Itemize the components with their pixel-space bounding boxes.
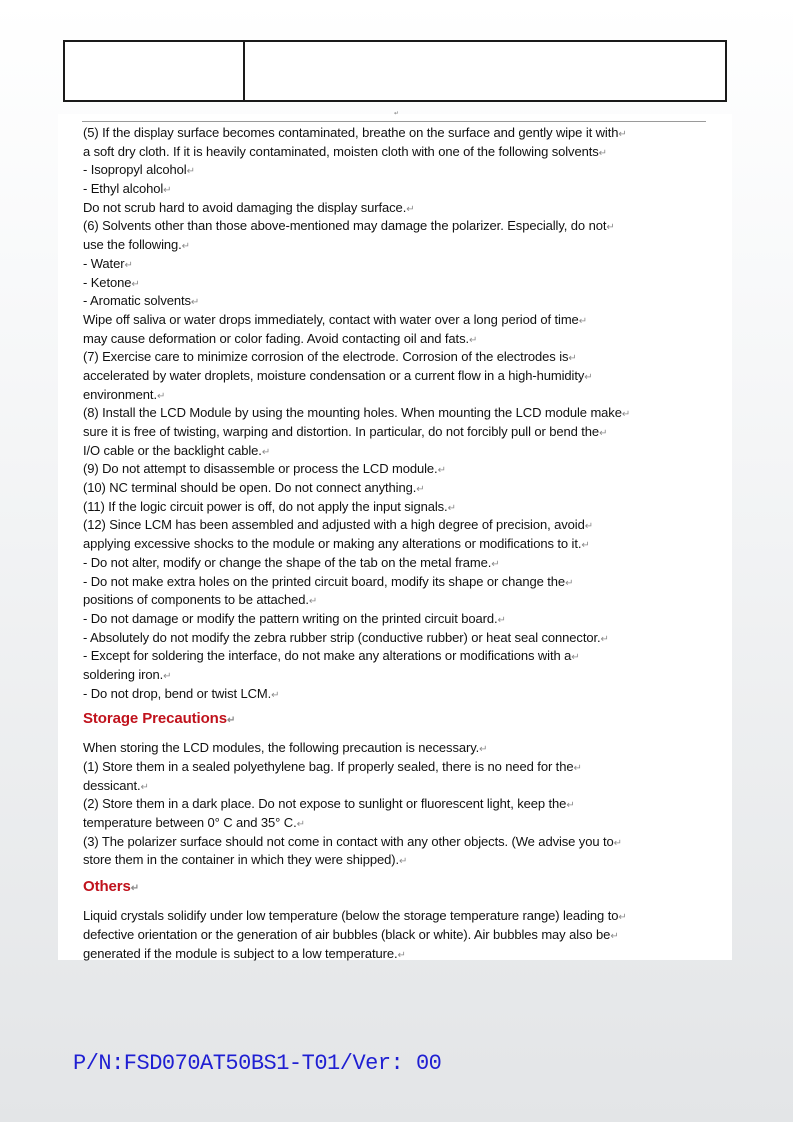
paragraph-mark-icon: ↵	[565, 577, 574, 589]
paragraph-mark-icon: ↵	[186, 166, 195, 178]
paragraph-mark-icon: ↵	[398, 856, 408, 868]
paragraph-mark-icon: ↵	[613, 837, 622, 849]
paragraph-mark-icon: ↵	[131, 278, 140, 290]
text-line: (12) Since LCM has been assembled and adjusted with a high degree of precision, avoid↵	[83, 517, 593, 533]
text-line: - Do not damage or modify the pattern writing on the printed circuit board.↵	[83, 610, 506, 626]
paragraph-mark-icon: ↵	[571, 652, 580, 664]
part-number-footer: P/N:FSD070AT50BS1-T01/Ver: 00	[73, 1051, 442, 1076]
text-line: - Ketone↵	[83, 274, 140, 290]
text-line: - Do not drop, bend or twist LCM.↵	[83, 685, 280, 701]
paragraph-mark-icon: ↵	[124, 259, 133, 271]
text-line: (7) Exercise care to minimize corrosion of the electrode. Corrosion of the electrodes is↵	[83, 349, 577, 365]
text-line: - Except for soldering the interface, do not make any alterations or modifications with a↵	[83, 648, 580, 664]
text-line: (8) Install the LCD Module by using the mounting holes. When mounting the LCD module make↵	[83, 405, 631, 421]
paragraph-mark-icon: ↵	[573, 763, 582, 774]
paragraph-mark-icon: ↵	[416, 484, 425, 496]
paragraph-mark-icon: ↵	[397, 949, 406, 961]
text-line: soldering iron.↵	[83, 666, 172, 682]
paragraph-mark-icon: ↵	[618, 129, 627, 140]
text-line: (6) Solvents other than those above-mentioned may damage the polarizer. Especially, do not↵	[83, 218, 615, 234]
text-line: temperature between 0° C and 35° C.↵	[83, 815, 305, 831]
paragraph-mark-icon: ↵	[156, 390, 166, 402]
paragraph-mark-icon: ↵	[447, 502, 456, 514]
paragraph-mark-icon: ↵	[491, 558, 500, 570]
storage-precautions-heading: Storage Precautions↵	[83, 710, 236, 728]
text-line: Do not scrub hard to avoid damaging the display surface.↵	[83, 199, 415, 215]
paragraph-mark-icon: ↵	[599, 428, 608, 439]
paragraph-mark-icon: ↵	[497, 614, 506, 626]
text-line: defective orientation or the generation of air bubbles (black or white). Air bubbles may also be↵	[83, 926, 619, 942]
text-line: - Absolutely do not modify the zebra rubber strip (conductive rubber) or heat seal connector.↵	[83, 629, 609, 645]
paragraph-mark-icon: ↵	[261, 446, 271, 458]
text-line: (5) If the display surface becomes contaminated, breathe on the surface and gently wipe it with↵	[83, 125, 627, 140]
paragraph-mark-icon: ↵	[566, 800, 575, 812]
paragraph-mark-icon: ↵	[296, 819, 305, 831]
text-line: applying excessive shocks to the module or making any alterations or modifications to it.↵	[83, 536, 590, 552]
paragraph-mark-icon: ↵	[468, 334, 478, 346]
text-line: Liquid crystals solidify under low temperature (below the storage temperature range) leading to↵	[83, 908, 627, 924]
text-line: positions of components to be attached.↵	[83, 592, 318, 608]
text-line: sure it is free of twisting, warping and distortion. In particular, do not forcibly pull or bend the↵	[83, 424, 608, 439]
paragraph-mark-icon: ↵	[618, 912, 627, 924]
text-line: accelerated by water droplets, moisture condensation or a current flow in a high-humidity↵	[83, 367, 593, 383]
header-title-cell	[245, 42, 725, 100]
paragraph-mark-icon: ↵	[308, 596, 318, 608]
paragraph-mark-icon: ↵	[163, 670, 172, 682]
paragraph-mark-icon: ↵	[584, 371, 593, 383]
paragraph-mark-icon: ↵	[226, 715, 236, 727]
paragraph-mark-icon: ↵	[568, 353, 577, 365]
text-line: - Do not make extra holes on the printed circuit board, modify its shape or change the↵	[83, 573, 574, 589]
text-line: use the following.↵	[83, 237, 190, 253]
storage-precautions-list	[83, 739, 723, 870]
text-line: (3) The polarizer surface should not come in contact with any other objects. (We advise you to↵	[83, 833, 622, 849]
text-line: environment.↵	[83, 386, 166, 402]
header-logo-cell	[65, 42, 245, 100]
paragraph-mark-icon: ↵	[606, 222, 615, 234]
text-line: (10) NC terminal should be open. Do not connect anything.↵	[83, 480, 425, 496]
paragraph-mark-icon: ↵	[621, 409, 631, 421]
paragraph-mark-icon: ↵	[163, 185, 172, 197]
paragraph-mark-icon: ↵	[437, 465, 446, 477]
others-list	[83, 907, 723, 963]
others-heading: Others↵	[83, 878, 140, 896]
paragraph-mark-icon: ↵	[598, 147, 607, 159]
text-line: - Do not alter, modify or change the shape of the tab on the metal frame.↵	[83, 554, 500, 570]
text-line: (9) Do not attempt to disassemble or process the LCD module.↵	[83, 461, 446, 477]
text-line: Wipe off saliva or water drops immediately, contact with water over a long period of time↵	[83, 311, 587, 327]
paragraph-mark-icon: ↵	[610, 930, 619, 942]
text-line: may cause deformation or color fading. Avoid contacting oil and fats.↵	[83, 330, 478, 346]
text-line: - Isopropyl alcohol↵	[83, 162, 195, 178]
text-line: (1) Store them in a sealed polyethylene bag. If properly sealed, there is no need for the↵	[83, 759, 582, 774]
text-line: - Water↵	[83, 255, 133, 271]
paragraph-mark-icon: ↵	[271, 689, 280, 701]
handling-precautions-list	[83, 124, 723, 703]
text-line: I/O cable or the backlight cable.↵	[83, 442, 271, 458]
paragraph-mark-icon: ↵	[181, 241, 190, 253]
text-line: dessicant.↵	[83, 777, 149, 793]
text-line: (11) If the logic circuit power is off, do not apply the input signals.↵	[83, 498, 456, 514]
paragraph-mark-icon: ↵	[406, 203, 415, 215]
text-line: store them in the container in which they were shipped).↵	[83, 852, 408, 868]
paragraph-mark-icon: ↵	[394, 111, 400, 117]
paragraph-mark-icon: ↵	[190, 297, 200, 309]
document-page	[58, 111, 732, 961]
text-line: - Ethyl alcohol↵	[83, 181, 172, 197]
paragraph-mark-icon: ↵	[130, 883, 140, 895]
text-line: generated if the module is subject to a low temperature.↵	[83, 945, 406, 961]
paragraph-mark-icon: ↵	[581, 540, 590, 552]
text-line: (2) Store them in a dark place. Do not expose to sunlight or fluorescent light, keep the↵	[83, 796, 575, 812]
header-table	[63, 40, 727, 102]
top-divider	[82, 121, 706, 122]
text-line: - Aromatic solvents↵	[83, 293, 200, 309]
text-line: When storing the LCD modules, the following precaution is necessary.↵	[83, 740, 488, 756]
paragraph-mark-icon: ↵	[479, 744, 488, 756]
text-line: a soft dry cloth. If it is heavily contaminated, moisten cloth with one of the following solvents↵	[83, 143, 607, 159]
paragraph-mark-icon: ↵	[578, 315, 587, 327]
paragraph-mark-icon: ↵	[584, 521, 593, 533]
document-body	[83, 124, 723, 963]
paragraph-mark-icon: ↵	[140, 781, 149, 793]
paragraph-mark-icon: ↵	[600, 633, 609, 645]
